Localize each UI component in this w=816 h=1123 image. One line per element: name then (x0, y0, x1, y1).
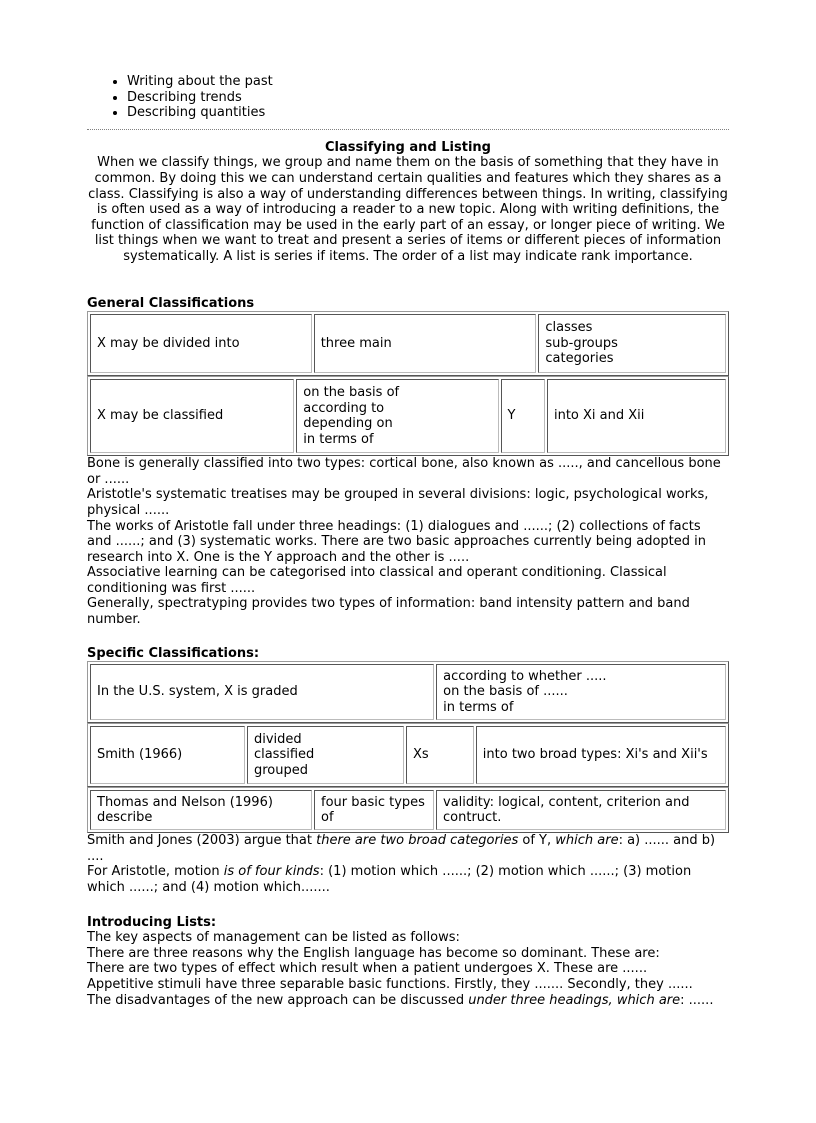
table-cell-line: divided (253, 731, 302, 747)
table-cell: X may be divided into (90, 314, 312, 373)
table-cell: validity: logical, content, criterion and contruct. (436, 790, 726, 830)
table-row (90, 790, 726, 830)
table-cell-line: in terms of (303, 431, 374, 447)
example-sentence (87, 864, 729, 895)
table-cell (436, 664, 726, 720)
example-sentence (87, 993, 729, 1009)
emphasis-text: is of four kinds (223, 864, 320, 880)
table-cell (247, 726, 404, 784)
example-sentence: Appetitive stimuli have three separable basic functions. Firstly, they ....... Secondly, they ...... (87, 977, 693, 992)
general-classification-table-2 (87, 376, 729, 456)
table-cell: Xs (406, 726, 474, 784)
table-cell-line: according to (303, 400, 385, 416)
table-row (90, 726, 726, 784)
table-cell: into Xi and Xii (547, 379, 726, 453)
text-run: : a) ...... and b) .... (87, 833, 716, 864)
example-sentence: Generally, spectratyping provides two types of information: band intensity pattern and band number. (87, 596, 690, 628)
example-sentence: There are two types of effect which result when a patient undergoes X. These are ...... (87, 961, 648, 977)
example-sentence: Bone is generally classified into two types: cortical bone, also known as ....., and cancellous bone or ...... (87, 456, 721, 487)
general-classification-table-1 (87, 311, 729, 376)
specific-classifications-heading: Specific Classifications: (87, 645, 260, 661)
text-run: For Aristotle, motion (87, 864, 224, 880)
table-cell-line: sub-groups (545, 335, 618, 351)
list-item: • Describing quantities (127, 105, 729, 121)
text-run: of Y, (518, 833, 556, 849)
example-sentence: Aristotle's systematic treatises may be grouped in several divisions: logic, psychological works, physical ...... (87, 487, 709, 518)
list-item: • Writing about the past (127, 74, 729, 90)
example-sentence: There are three reasons why the English language has become so dominant. These are: (87, 945, 660, 961)
table-cell-line: according to whether ..... (443, 668, 607, 684)
table-cell: three main (314, 314, 537, 373)
section-title: Classifying and Listing (325, 139, 491, 155)
table-cell (296, 379, 498, 453)
example-sentence (87, 833, 729, 864)
specific-classification-table-1 (87, 661, 729, 723)
general-classifications-heading: General Classifications (87, 295, 255, 311)
specific-classification-table-2 (87, 723, 729, 787)
example-sentence: Associative learning can be categorised into classical and operant conditioning. Classical conditioning was first ...... (87, 565, 667, 596)
emphasis-text: which are (555, 833, 619, 849)
example-sentence: The works of Aristotle fall under three headings: (1) dialogues and ......; (2) collections of facts and ......; and (3) systematic works. There are two basic approaches currently being adopted in research into X. One is the Y approach and the other is ..... (87, 518, 707, 565)
table-row (90, 314, 726, 373)
table-cell: In the U.S. system, X is graded (90, 664, 434, 720)
specific-classification-table-3 (87, 787, 729, 833)
table-cell-line: grouped (253, 763, 308, 779)
example-sentence: The key aspects of management can be listed as follows: (87, 930, 460, 946)
intro-paragraph: When we classify things, we group and name them on the basis of something that they have in common. By doing this we can understand certain qualities and features which they shares as a class. Classifying is also a way of understanding differences between things. In writing, classifying is often used as a way of introducing a reader to a new topic. Along with writing definitions, the function of classification may be used in the early part of an essay, or longer piece of writing. We list things when we want to treat and present a series of items or different pieces of information systematically. A list is series if items. The order of a list may indicate rank importance. (88, 155, 728, 264)
emphasis-text: there are two broad categories (316, 833, 519, 849)
introducing-lists-heading: Introducing Lists: (87, 914, 217, 930)
text-run: : ...... (680, 992, 714, 1008)
table-cell (538, 314, 726, 373)
table-cell-line: on the basis of (303, 384, 400, 400)
table-cell-line: categories (545, 351, 614, 367)
topic-bullet-list (87, 74, 729, 121)
list-item: • Describing trends (127, 90, 729, 106)
table-cell: Thomas and Nelson (1996) describe (90, 790, 312, 830)
table-cell-line: classes (545, 320, 593, 336)
dotted-divider (87, 129, 729, 130)
table-cell-line: depending on (303, 416, 393, 432)
emphasis-text: under three headings, which are (468, 992, 681, 1008)
table-cell-line: classified (253, 747, 315, 763)
table-cell: Y (501, 379, 545, 453)
table-cell: Smith (1966) (90, 726, 245, 784)
table-cell: four basic types of (314, 790, 434, 830)
text-run: The disadvantages of the new approach can be discussed (87, 992, 469, 1008)
text-run: : (1) motion which ......; (2) motion which ......; (3) motion which ......; and (4) motion which....... (87, 864, 692, 896)
table-cell-line: in terms of (443, 700, 514, 716)
table-row (90, 664, 726, 720)
document-page (87, 74, 729, 1008)
table-cell-line: on the basis of ...... (443, 684, 568, 700)
table-cell: X may be classified (90, 379, 294, 453)
table-cell: into two broad types: Xi's and Xii's (476, 726, 726, 784)
table-row (90, 379, 726, 453)
text-run: Smith and Jones (2003) argue that (87, 833, 317, 849)
